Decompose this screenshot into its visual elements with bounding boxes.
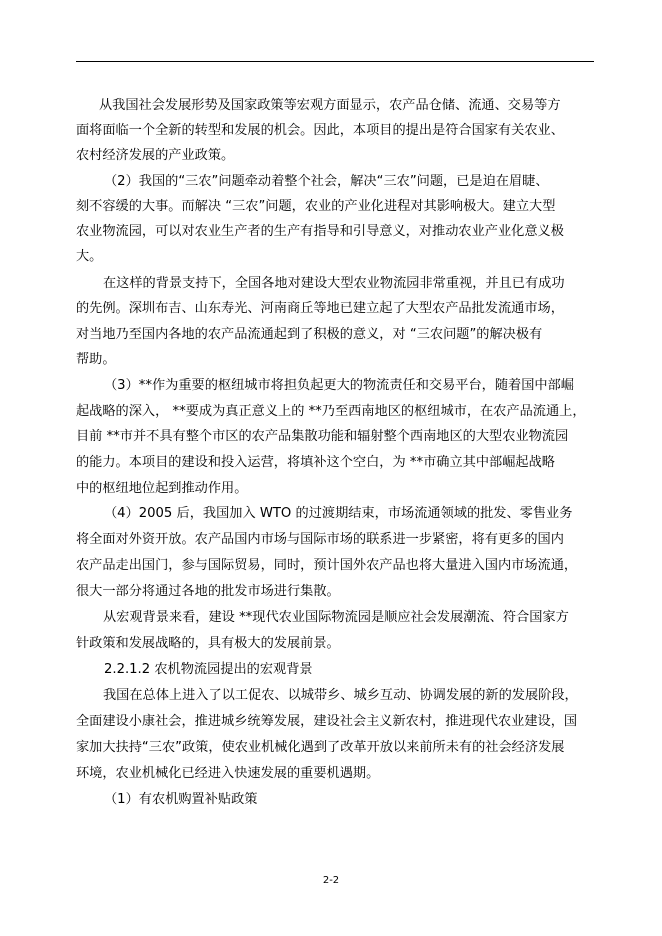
text-line: 全面建设小康社会，推进城乡统筹发展，建设社会主义新农村，推进现代农业建设，国 xyxy=(76,714,578,729)
text-line: 从宏观背景来看，建设 **现代农业国际物流园是顺应社会发展潮流、符合国家方 xyxy=(103,610,569,625)
text-line: 农村经济发展的产业政策。 xyxy=(76,148,235,163)
text-line: 很大一部分将通过各地的批发市场进行集散。 xyxy=(76,584,340,599)
section-heading: 2.2.1.2 农机物流园提出的宏观背景 xyxy=(104,662,313,677)
text-line: 目前 **市并不具有整个市区的农产品集散功能和辐射整个西南地区的大型农业物流园 xyxy=(76,429,569,444)
text-line: （3）**作为重要的枢纽城市将担负起更大的物流责任和交易平台，随着国中部崛 xyxy=(104,378,574,393)
text-line: 我国在总体上进入了以工促农、以城带乡、城乡互动、协调发展的新的发展阶段， xyxy=(103,688,578,703)
text-line: 对当地乃至国内各地的农产品流通起到了积极的意义，对 “三农问题”的解决极有 xyxy=(76,327,543,342)
text-line: 将全面对外资开放。农产品国内市场与国际市场的联系进一步紧密，将有更多的国内 xyxy=(76,532,564,547)
text-line: （2）我国的“三农”问题牵动着整个社会，解决“三农”问题，已是迫在眉睫、 xyxy=(104,174,549,189)
text-line: 农业物流园，可以对农业生产者的生产有指导和引导意义，对推动农业产业化意义极 xyxy=(76,224,564,239)
text-line: 家加大扶持“三农”政策，使农业机械化遇到了改革开放以来前所未有的社会经济发展 xyxy=(76,740,565,755)
text-line: 中的枢纽地位起到推动作用。 xyxy=(76,481,248,496)
text-line: 环境，农业机械化已经进入快速发展的重要机遇期。 xyxy=(76,766,380,781)
text-line: 大。 xyxy=(76,249,103,264)
text-line: 帮助。 xyxy=(76,352,116,367)
text-line: 的能力。本项目的建设和投入运营，将填补这个空白，为 **市确立其中部崛起战略 xyxy=(76,455,555,470)
text-line: 起战略的深入， **要成为真正意义上的 **乃至西南地区的枢纽城市，在农产品流通上， xyxy=(76,404,586,419)
text-line: 从我国社会发展形势及国家政策等宏观方面显示，农产品仓储、流通、交易等方 xyxy=(99,98,561,113)
text-line: （4）2005 后，我国加入 WTO 的过渡期结束，市场流通领域的批发、零售业务 xyxy=(104,506,573,521)
page-number: 2-2 xyxy=(322,875,340,886)
text-line: 的先例。深圳布吉、山东寿光、河南商丘等地已建立起了大型农产品批发流通市场， xyxy=(76,301,564,316)
text-line: 农产品走出国门，参与国际贸易，同时，预计国外农产品也将大量进入国内市场流通， xyxy=(76,558,578,573)
text-line: 针政策和发展战略的，具有极大的发展前景。 xyxy=(76,636,340,651)
text-line: 在这样的背景支持下，全国各地对建设大型农业物流园非常重视，并且已有成功 xyxy=(103,276,565,291)
text-line: （1）有农机购置补贴政策 xyxy=(104,792,258,807)
text-line: 面将面临一个全新的转型和发展的机会。因此，本项目的提出是符合国家有关农业、 xyxy=(76,123,564,138)
text-line: 刻不容缓的大事。而解决 “三农”问题，农业的产业化进程对其影响极大。建立大型 xyxy=(76,199,556,214)
